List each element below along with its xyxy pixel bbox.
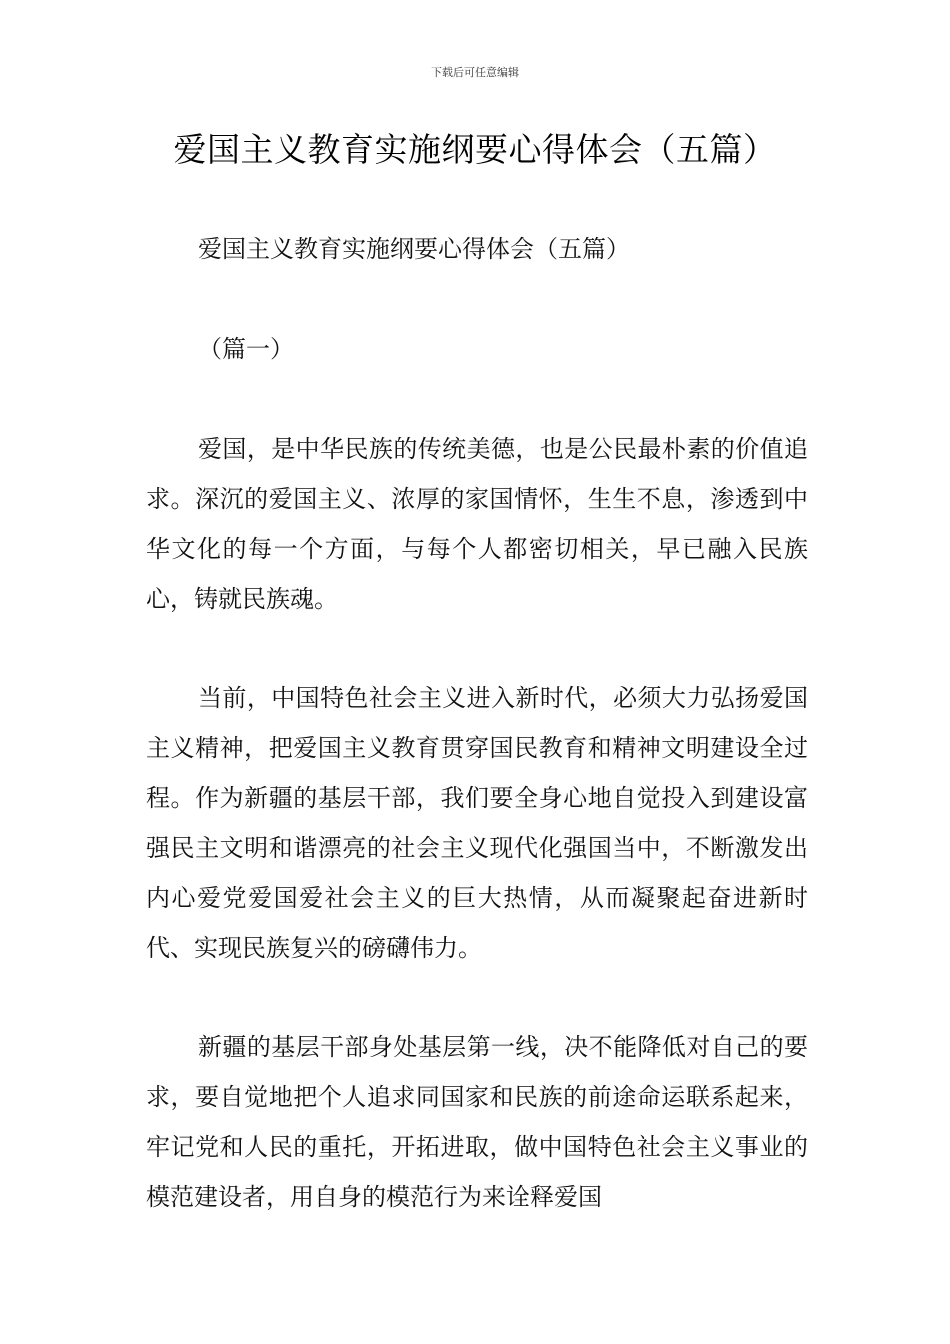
document-title: 爱国主义教育实施纲要心得体会（五篇） [173,130,777,169]
document-subtitle: 爱国主义教育实施纲要心得体会（五篇） [198,235,630,263]
paragraph-1: 爱国，是中华民族的传统美德，也是公民最朴素的价值追求。深沉的爱国主义、浓厚的家国情怀，生生不息，渗透到中华文化的每一个方面，与每个人都密切相关，早已融入民族心，铸就民族魂。 [146,435,808,613]
section-label: （篇一） [198,335,294,363]
paragraph-2: 当前，中国特色社会主义进入新时代，必须大力弘扬爱国主义精神，把爱国主义教育贯穿国民教育和精神文明建设全过程。作为新疆的基层干部，我们要全身心地自觉投入到建设富强民主文明和谐漂亮的社会主义现代化强国当中，不断激发出内心爱党爱国爱社会主义的巨大热情，从而凝聚起奋进新时代、实现民族复兴的磅礴伟力。 [146,684,808,962]
paragraph-3: 新疆的基层干部身处基层第一线，决不能降低对自己的要求，要自觉地把个人追求同国家和民族的前途命运联系起来，牢记党和人民的重托，开拓进取，做中国特色社会主义事业的模范建设者，用自身的模范行为来诠释爱国 [146,1033,808,1211]
header-note: 下载后可任意编辑 [431,66,519,79]
